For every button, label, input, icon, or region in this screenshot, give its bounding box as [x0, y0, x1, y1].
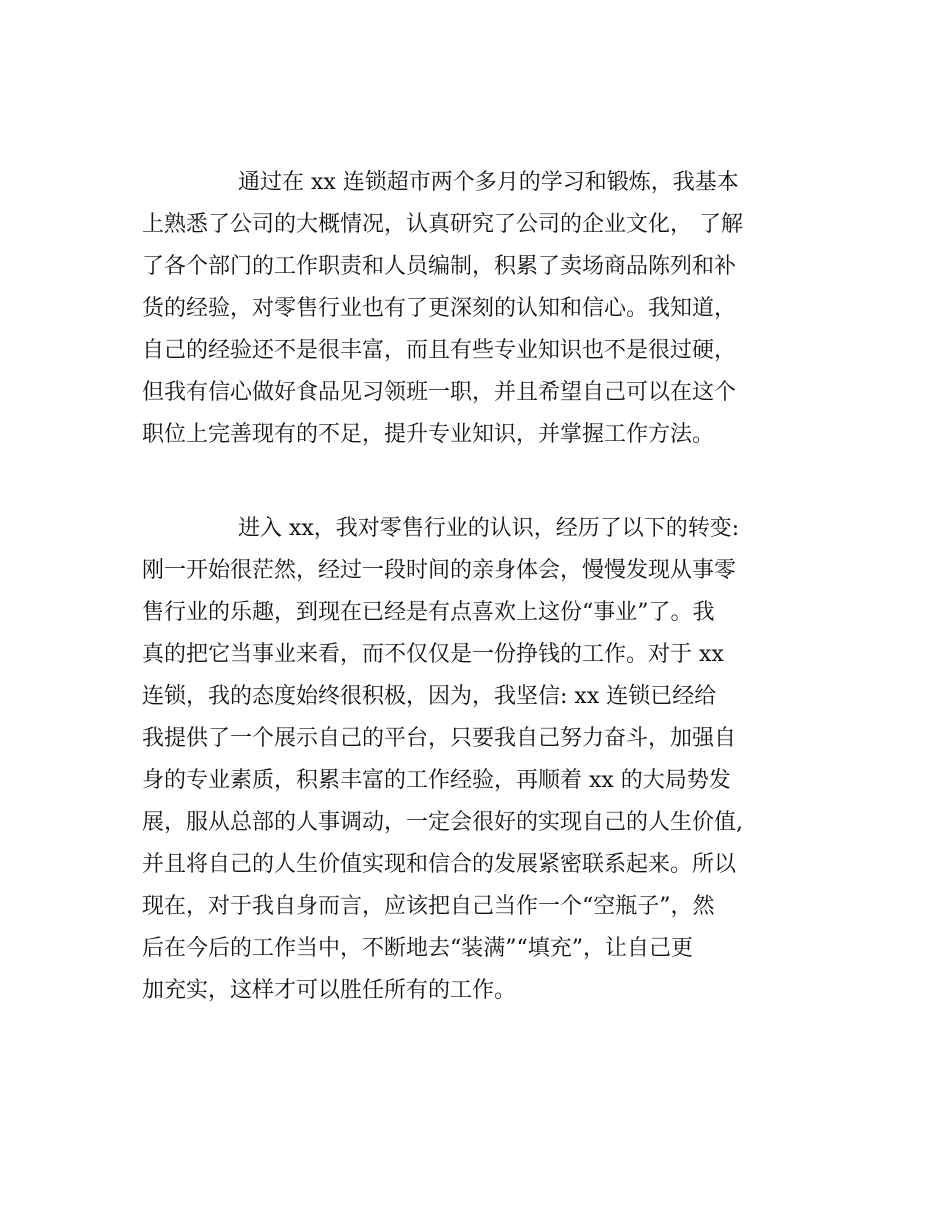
paragraph-line: 我提供了一个展示自己的平台，只要我自己努力奋斗，加强自	[142, 726, 737, 751]
paragraph-line: 通过在 xx 连锁超市两个多月的学习和锻炼，我基本	[238, 170, 739, 195]
paragraph-line: 刚一开始很茫然，经过一段时间的亲身体会，慢慢发现从事零	[142, 558, 737, 583]
paragraph-line: 职位上完善现有的不足，提升专业知识，并掌握工作方法。	[142, 422, 715, 447]
paragraph-line: 并且将自己的人生价值实现和信合的发展紧密联系起来。所以	[142, 852, 737, 877]
paragraph-line: 货的经验，对零售行业也有了更深刻的认知和信心。我知道，	[142, 296, 737, 321]
paragraph-line: 真的把它当事业来看，而不仅仅是一份挣钱的工作。对于 xx	[142, 642, 724, 667]
paragraph-line: 售行业的乐趣，到现在已经是有点喜欢上这份“事业”了。我	[142, 600, 715, 625]
paragraph-line: 身的专业素质，积累丰富的工作经验，再顺着 xx 的大局势发	[142, 768, 731, 793]
paragraph-line: 现在，对于我自身而言，应该把自己当作一个“空瓶子”，然	[142, 894, 715, 919]
paragraph-line: 上熟悉了公司的大概情况，认真研究了公司的企业文化， 了解	[142, 212, 743, 237]
paragraph-line: 自己的经验还不是很丰富，而且有些专业知识也不是很过硬，	[142, 338, 737, 363]
paragraph-line: 但我有信心做好食品见习领班一职，并且希望自己可以在这个	[142, 380, 737, 405]
paragraph-line: 后在今后的工作当中，不断地去“装满”“填充”，让自己更	[142, 936, 693, 961]
paragraph-line: 了各个部门的工作职责和人员编制，积累了卖场商品陈列和补	[142, 254, 737, 279]
paragraph-line: 加充实，这样才可以胜任所有的工作。	[142, 978, 517, 1003]
paragraph-line: 进入 xx，我对零售行业的认识，经历了以下的转变:	[238, 516, 740, 541]
paragraph-line: 连锁，我的态度始终很积极，因为，我坚信: xx 连锁已经给	[142, 684, 717, 709]
paragraph-2	[142, 508, 832, 1012]
paragraph-1	[142, 162, 832, 456]
paragraph-line: 展，服从总部的人事调动，一定会很好的实现自己的人生价值,	[142, 810, 743, 835]
